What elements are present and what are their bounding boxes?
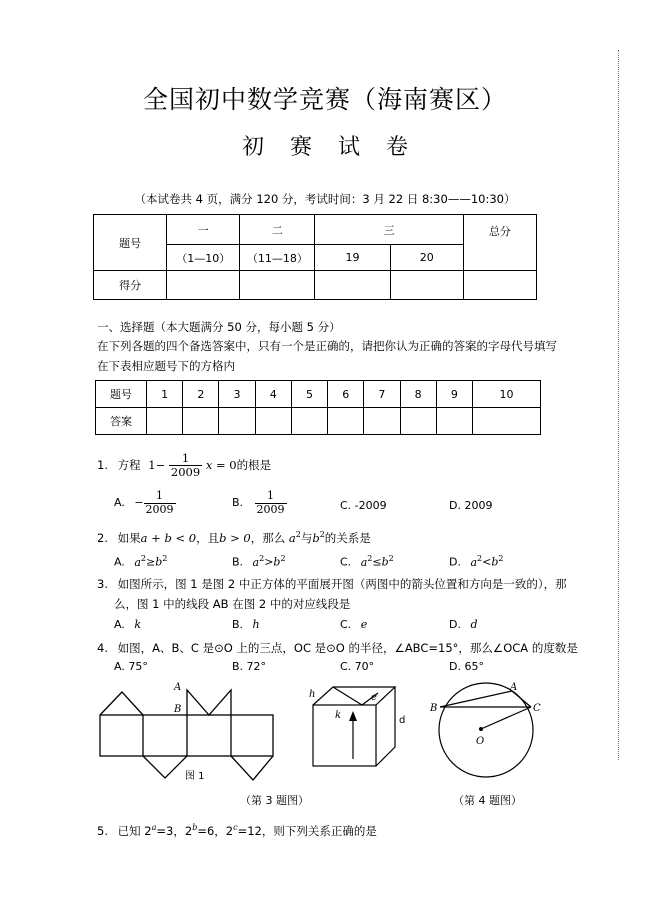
q1-option-b[interactable] bbox=[232, 490, 287, 516]
cube-arrow-head bbox=[349, 711, 357, 721]
score-table-label-q: 题号 bbox=[94, 215, 167, 271]
answer-table bbox=[95, 380, 541, 435]
score-cell[interactable] bbox=[463, 271, 536, 300]
q2-c-var2: b bbox=[381, 555, 389, 569]
q5-pre: 已知 2 bbox=[117, 824, 152, 838]
answer-number: 1 bbox=[147, 381, 183, 408]
q2-c-exp: 2 bbox=[367, 554, 373, 563]
answer-number: 10 bbox=[472, 381, 540, 408]
q2-a-var: a bbox=[134, 555, 141, 569]
net-label-a: A bbox=[174, 682, 182, 693]
q3-d-label: D. bbox=[449, 618, 461, 631]
q3-a-val: k bbox=[134, 618, 141, 631]
center-point bbox=[479, 727, 483, 731]
answer-number: 2 bbox=[183, 381, 219, 408]
score-section-1: 一 bbox=[167, 215, 240, 245]
q2-option-c[interactable] bbox=[340, 554, 394, 569]
q5-exp-c: c bbox=[233, 823, 238, 833]
q2-pre: 如果 bbox=[117, 531, 141, 545]
q1-option-b-label: B. bbox=[232, 496, 244, 510]
answer-number: 6 bbox=[328, 381, 364, 408]
cube-top bbox=[313, 687, 395, 705]
circle-label-a: A bbox=[510, 682, 518, 693]
cube-front bbox=[313, 705, 376, 766]
q2-b-rel: > bbox=[264, 555, 274, 569]
q1-option-b-frac bbox=[255, 490, 287, 516]
q2-d-exp: 2 bbox=[477, 554, 483, 563]
q1-eq: = 0 bbox=[216, 458, 237, 473]
radius-oc bbox=[481, 707, 531, 729]
caption-figure-3: （第 3 题图） bbox=[240, 794, 309, 807]
answer-number: 9 bbox=[436, 381, 472, 408]
q4-option-c[interactable]: C. 70° bbox=[340, 660, 375, 673]
q2-b-exp2: 2 bbox=[280, 554, 286, 563]
q5-exp-b: b bbox=[192, 823, 198, 833]
q2-b: b bbox=[312, 531, 320, 545]
q2-cond1: a + b < 0 bbox=[140, 531, 197, 545]
score-sub-2: （11—18） bbox=[240, 245, 315, 271]
answer-cell[interactable] bbox=[364, 408, 400, 435]
q1-b-den: 2009 bbox=[256, 502, 285, 516]
q3-b-label: B. bbox=[232, 618, 244, 631]
answer-cell[interactable] bbox=[147, 408, 183, 435]
score-sub-19: 19 bbox=[315, 245, 390, 271]
score-section-total: 总分 bbox=[463, 215, 536, 271]
cube-label-h: h bbox=[309, 689, 316, 700]
q2-b-exp: 2 bbox=[259, 554, 265, 563]
q2-cond2: b > 0 bbox=[219, 531, 251, 545]
circle-label-b: B bbox=[430, 703, 438, 714]
net-top-triangles-2 bbox=[187, 690, 231, 715]
q2-c-label: C. bbox=[340, 555, 352, 569]
q4-text: 如图，A、B、C 是⊙O 上的三点，OC 是⊙O 的半径，∠ABC=15°，那么∠OCA 的度数是 bbox=[117, 641, 578, 655]
q3-a-label: A. bbox=[114, 618, 125, 631]
answer-number: 8 bbox=[400, 381, 436, 408]
q5-v1: =3，2 bbox=[156, 824, 193, 838]
figure-1-cube-net bbox=[95, 678, 285, 788]
q3-option-b[interactable] bbox=[232, 618, 260, 631]
score-table-label-s: 得分 bbox=[94, 271, 167, 300]
q1-fraction bbox=[169, 452, 202, 479]
answer-cell[interactable] bbox=[328, 408, 364, 435]
net-bottom-triangle-2 bbox=[231, 756, 273, 780]
chord-ac bbox=[512, 691, 531, 707]
subtitle-char: 初 bbox=[241, 135, 264, 160]
q1-option-a-sign: − bbox=[134, 496, 144, 510]
answer-number: 5 bbox=[291, 381, 327, 408]
q2-post2: 的关系是 bbox=[324, 531, 371, 545]
q1-number: 1. bbox=[97, 458, 108, 473]
answer-cell[interactable] bbox=[291, 408, 327, 435]
q1-pre: 方程 bbox=[117, 458, 141, 473]
q2-a: a bbox=[288, 531, 296, 545]
q3-c-val: e bbox=[360, 618, 368, 631]
q2-a-var2: b bbox=[155, 555, 163, 569]
q2-c-exp2: 2 bbox=[388, 554, 394, 563]
answer-table-label-q: 题号 bbox=[96, 381, 147, 408]
q1-frac-den: 2009 bbox=[170, 465, 201, 480]
q3-number: 3. bbox=[97, 577, 108, 591]
q1-minus: − bbox=[155, 458, 166, 473]
q3-option-c[interactable] bbox=[340, 618, 367, 631]
q2-number: 2. bbox=[97, 531, 108, 545]
q2-a-exp: 2 bbox=[140, 554, 146, 563]
q2-mid: ，且 bbox=[196, 531, 220, 545]
score-section-3: 三 bbox=[315, 215, 463, 245]
q3-option-a[interactable] bbox=[114, 618, 141, 631]
q2-b-var2: b bbox=[273, 555, 281, 569]
q4-option-a[interactable]: A. 75° bbox=[114, 660, 148, 673]
q2-d-var2: b bbox=[491, 555, 499, 569]
q3-d-val: d bbox=[470, 618, 478, 631]
cube-label-e: e bbox=[371, 692, 377, 703]
subtitle-char: 赛 bbox=[289, 135, 312, 160]
answer-cell[interactable] bbox=[400, 408, 436, 435]
q1-option-a-frac bbox=[144, 490, 176, 516]
question-2 bbox=[97, 530, 371, 546]
exam-subtitle bbox=[0, 130, 650, 161]
net-caption: 图 1 bbox=[185, 771, 205, 782]
answer-cell[interactable] bbox=[255, 408, 291, 435]
net-bottom-triangle-1 bbox=[143, 756, 187, 778]
q1-x: x bbox=[205, 458, 213, 473]
q3-b-val: h bbox=[252, 618, 260, 631]
section-1-instr-2: 在下表相应题号下的方格内 bbox=[97, 359, 235, 373]
circle-label-c: C bbox=[533, 703, 541, 714]
q2-option-b[interactable] bbox=[232, 554, 286, 569]
net-label-b: B bbox=[174, 704, 182, 715]
q1-a-num: 1 bbox=[144, 490, 176, 504]
answer-table-label-a: 答案 bbox=[96, 408, 147, 435]
score-cell[interactable] bbox=[240, 271, 315, 300]
q1-option-a-label: A. bbox=[114, 496, 125, 510]
circle-label-o: O bbox=[476, 736, 485, 747]
question-5 bbox=[97, 823, 377, 839]
q1-option-c[interactable]: C. -2009 bbox=[340, 499, 387, 512]
q2-option-a[interactable] bbox=[114, 554, 167, 569]
q5-number: 5. bbox=[97, 824, 108, 838]
figure-2-cube bbox=[305, 683, 415, 773]
q3-option-d[interactable] bbox=[449, 618, 478, 631]
q2-post1: ，那么 bbox=[250, 531, 286, 545]
answer-cell[interactable] bbox=[436, 408, 472, 435]
q2-option-d[interactable] bbox=[449, 554, 503, 569]
q1-one: 1 bbox=[148, 458, 156, 473]
q2-exp: 2 bbox=[295, 530, 301, 540]
q4-option-b[interactable]: B. 72° bbox=[232, 660, 267, 673]
net-top-triangle-1 bbox=[100, 692, 143, 715]
q3-text-1: 如图所示，图 1 是图 2 中正方体的平面展开图（两图中的箭头位置和方向是一致的），那 bbox=[117, 577, 567, 591]
answer-cell[interactable] bbox=[472, 408, 540, 435]
section-1-instr-1: 在下列各题的四个备选答案中，只有一个是正确的，请把你认为正确的答案的字母代号填写 bbox=[97, 339, 557, 353]
answer-number: 4 bbox=[255, 381, 291, 408]
cube-label-k: k bbox=[335, 710, 342, 721]
q2-a-exp2: 2 bbox=[162, 554, 168, 563]
q4-option-d[interactable]: D. 65° bbox=[449, 660, 484, 673]
score-sub-1: （1—10） bbox=[167, 245, 240, 271]
cube-side bbox=[376, 687, 395, 766]
score-cell[interactable] bbox=[167, 271, 240, 300]
section-1-heading: 一、选择题（本大题满分 50 分，每小题 5 分） bbox=[97, 320, 341, 334]
caption-figure-4: （第 4 题图） bbox=[453, 794, 522, 807]
q3-text-2: 么，图 1 中的线段 AB 在图 2 中的对应线段是 bbox=[114, 597, 351, 611]
q1-a-den: 2009 bbox=[145, 502, 174, 516]
q1-frac-num: 1 bbox=[169, 452, 202, 466]
subtitle-char: 卷 bbox=[386, 135, 409, 160]
q2-and: 与 bbox=[300, 531, 313, 545]
q1-option-a[interactable] bbox=[114, 490, 176, 516]
q2-a-label: A. bbox=[114, 555, 125, 569]
q3-c-label: C. bbox=[340, 618, 352, 631]
score-cell[interactable] bbox=[315, 271, 390, 300]
exam-title: 全国初中数学竞赛（海南赛区） bbox=[142, 85, 507, 114]
q2-c-var: a bbox=[360, 555, 368, 569]
q4-number: 4. bbox=[97, 641, 108, 655]
q2-b-label: B. bbox=[232, 555, 244, 569]
q2-d-exp2: 2 bbox=[498, 554, 504, 563]
q1-option-d[interactable]: D. 2009 bbox=[449, 499, 493, 512]
q1-post: 的根是 bbox=[236, 458, 272, 473]
subtitle-char: 试 bbox=[338, 135, 361, 160]
q5-exp-a: a bbox=[151, 823, 157, 833]
q5-v2: =6，2 bbox=[197, 824, 234, 838]
question-3 bbox=[97, 576, 567, 592]
q2-d-var: a bbox=[470, 555, 478, 569]
q2-d-rel: < bbox=[482, 555, 492, 569]
answer-number: 7 bbox=[364, 381, 400, 408]
q2-exp: 2 bbox=[319, 530, 325, 540]
score-section-2: 二 bbox=[240, 215, 315, 245]
question-1 bbox=[97, 452, 271, 479]
q2-d-label: D. bbox=[449, 555, 461, 569]
score-sub-20: 20 bbox=[390, 245, 463, 271]
answer-number: 3 bbox=[219, 381, 255, 408]
answer-cell[interactable] bbox=[183, 408, 219, 435]
q2-c-rel: ≤ bbox=[372, 555, 382, 569]
question-4 bbox=[97, 640, 578, 656]
cube-diag-h bbox=[333, 687, 362, 705]
q2-a-rel: ≥ bbox=[145, 555, 156, 569]
q5-v3: =12，则下列关系正确的是 bbox=[237, 824, 377, 838]
cube-label-d: d bbox=[399, 715, 406, 726]
answer-cell[interactable] bbox=[219, 408, 255, 435]
exam-info: （本试卷共 4 页，满分 120 分，考试时间：3 月 22 日 8:30——10:30） bbox=[134, 192, 516, 206]
q1-b-num: 1 bbox=[255, 490, 287, 504]
q2-b-var: a bbox=[252, 555, 260, 569]
figure-circle bbox=[426, 680, 546, 780]
score-table bbox=[93, 214, 537, 300]
score-cell[interactable] bbox=[390, 271, 463, 300]
